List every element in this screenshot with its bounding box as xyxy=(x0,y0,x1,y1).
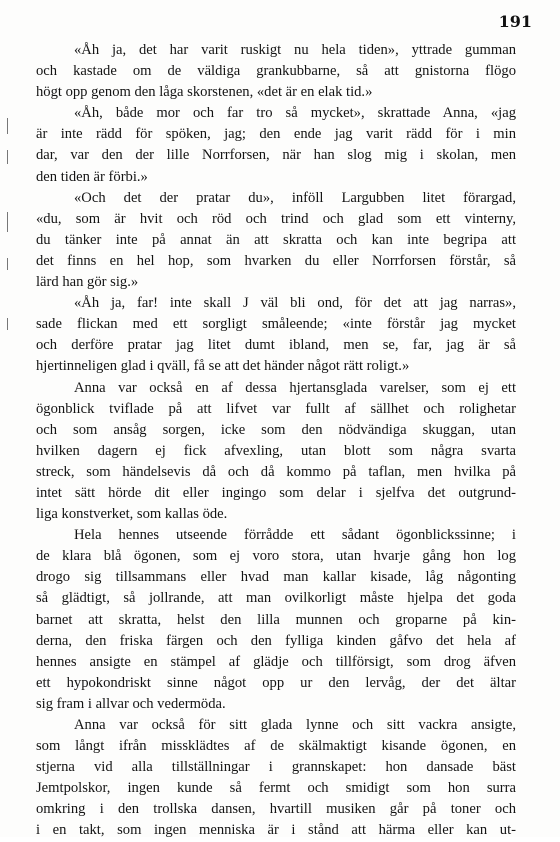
text-line: högt opp genom den låga skorstenen, «det är en elak tid.» xyxy=(36,84,373,101)
text-line: «Åh, både mor och far tro så mycket», skrattade Anna, «jag xyxy=(74,105,516,122)
text-line: barnet att skratta, helst den lilla munnen och groparne på kin- xyxy=(36,611,516,628)
text-line: intet sätt hörde dit eller ingingo som delar i sjelfva det outgrund- xyxy=(36,484,516,501)
text-line: lärd han gör sig.» xyxy=(36,274,139,291)
text-line: den tiden är förbi.» xyxy=(36,168,148,185)
text-line: derna, den friska färgen och den fylliga kinden gåfvo det hela af xyxy=(36,632,516,649)
text-line: det finns en hel hop, som hvarken du eller Norrforsen förstår, så xyxy=(36,252,516,269)
text-line: liga konstverket, som kallas öde. xyxy=(36,506,228,523)
text-line: ögonblick tviflade på att lifvet var fullt af sällhet och rolighetar xyxy=(36,400,516,417)
text-line: som långt ifrån missklädtes af de skälmaktigt kisande ögonen, en xyxy=(36,738,516,755)
text-line: Anna var också en af dessa hjertansglada varelser, som ej ett xyxy=(74,379,516,396)
text-line: stjerna vid alla tillställningar i grannskapet: hon dansade bäst xyxy=(36,759,516,776)
text-line: du tänker inte på annat än att skratta och kan inte begripa att xyxy=(36,231,516,248)
text-line: och derföre pratar jag litet dumt ibland, men se, far, jag är så xyxy=(36,337,516,354)
text-line: Jemtpolskor, ingen kunde så fermt och smidigt som hon surra xyxy=(36,780,516,797)
margin-mark xyxy=(7,212,8,232)
body-text xyxy=(36,40,516,842)
margin-mark xyxy=(7,318,8,330)
text-line: «Åh ja, det har varit ruskigt nu hela tiden», yttrade gumman xyxy=(74,42,516,58)
text-line: sig fram i allvar och vedermöda. xyxy=(36,695,226,712)
text-line: «Och det der pratar du», inföll Largubben litet förargad, xyxy=(74,189,516,206)
text-line: Anna var också för sitt glada lynne och sitt vackra ansigte, xyxy=(74,717,516,733)
text-line: drogo sig tillsammans eller hvad man kallar kisade, låg någonting xyxy=(36,569,516,586)
text-line: «du, som är hvit och röd och trind och glad som ett vinterny, xyxy=(36,210,516,227)
text-line: och som ansåg sorgen, icke som den nödvändiga skuggan, utan xyxy=(36,421,516,438)
text-line: hjertinneligen glad i qväll, få se att det händer något rätt roligt.» xyxy=(36,358,410,375)
text-line: streck, som händelsevis då och då kommo på taflan, men hvilka på xyxy=(36,463,516,480)
text-line: och kastade om de väldiga grankubbarne, så att gnistorna flögo xyxy=(36,63,516,80)
text-line: «Åh ja, far! inte skall J väl bli ond, för det att jag narras», xyxy=(74,295,516,312)
text-line: är inte rädd för spöken, jag; den ende jag varit rädd för i min xyxy=(36,126,516,143)
text-line: dar, var den der lille Norrforsen, när han slog mig i skolan, men xyxy=(36,147,516,164)
text-line: sade flickan med ett sorgligt småleende; «inte förstår jag mycket xyxy=(36,316,516,333)
text-line: ett hypokondriskt sinne något opp ur den lervåg, der det ältar xyxy=(36,674,516,691)
text-line: hennes ansigte en stämpel af glädje och tillförsigt, som drog äfven xyxy=(36,653,516,670)
text-line: hvilken dagern ej fick afvexling, utan blott som några svarta xyxy=(36,442,516,459)
text-line: de klara blå ögonen, som ej voro stora, utan hvarje gång hon log xyxy=(36,548,516,565)
text-line: omkring i den trollska dansen, hvartill musiken går på toner och xyxy=(36,801,516,818)
margin-mark xyxy=(7,118,8,134)
text-line: Hela hennes utseende förrådde ett sådant ögonblickssinne; i xyxy=(74,527,516,544)
text-line: så glädtigt, så jollrande, att man ovilkorligt måste hjelpa det goda xyxy=(36,590,516,607)
margin-mark xyxy=(7,150,8,164)
margin-mark xyxy=(7,258,8,270)
page-number: 191 xyxy=(498,12,532,31)
text-line: i en takt, som ingen menniska är i stånd att härma eller kan ut- xyxy=(36,822,516,839)
